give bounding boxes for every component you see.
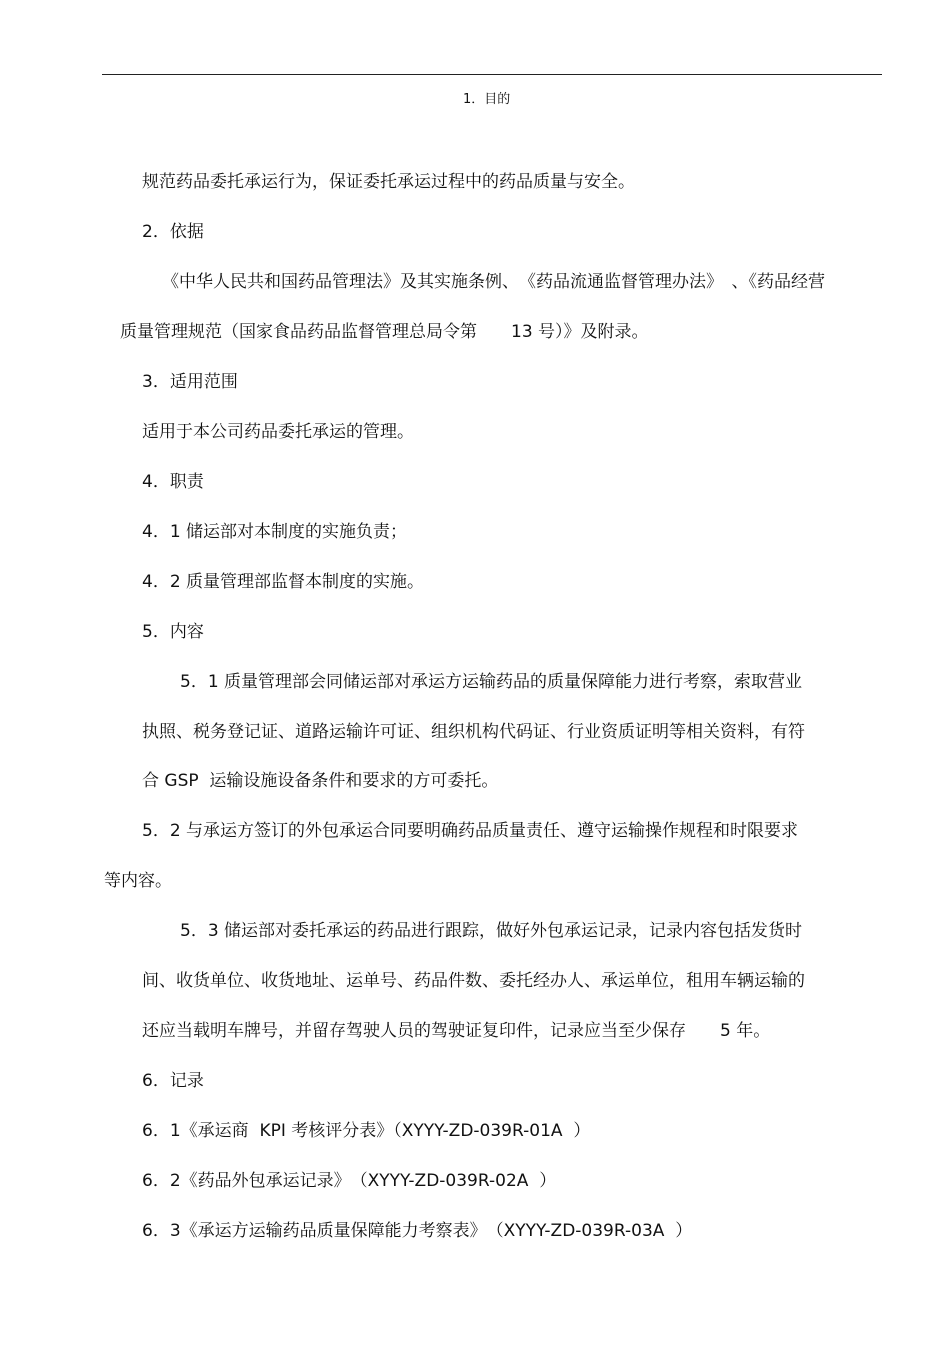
content-5-3-line-1: 5．3 储运部对委托承运的药品进行跟踪，做好外包承运记录，记录内容包括发货时 xyxy=(180,921,803,941)
basis-paragraph-line-1: 《中华人民共和国药品管理法》及其实施条例、 《药品流通监督管理办法》 、《药品经营 xyxy=(162,272,825,292)
record-item-6-1: 6．1《承运商 KPI 考核评分表》（XYYY-ZD-039R-01A ） xyxy=(142,1121,591,1141)
duty-item-4-2: 4．2 质量管理部监督本制度的实施。 xyxy=(142,572,425,592)
basis-paragraph-line-2: 质量管理规范（国家食品药品监督管理总局令第 13 号）》及附录。 xyxy=(120,322,649,342)
section-5-heading: 5．内容 xyxy=(142,622,204,642)
record-item-6-3: 6．3《承运方运输药品质量保障能力考察表》 （XYYY-ZD-039R-03A ） xyxy=(142,1221,693,1241)
section-2-heading: 2．依据 xyxy=(142,222,204,242)
content-5-3-line-3: 还应当载明车牌号，并留存驾驶人员的驾驶证复印件，记录应当至少保存 5 年。 xyxy=(142,1021,771,1041)
section-3-heading: 3．适用范围 xyxy=(142,372,238,392)
content-5-1-line-1: 5．1 质量管理部会同储运部对承运方运输药品的质量保障能力进行考察，索取营业 xyxy=(180,672,803,692)
content-5-2-line-1: 5．2 与承运方签订的外包承运合同要明确药品质量责任、遵守运输操作规程和时限要求 xyxy=(142,821,799,841)
scope-paragraph: 适用于本公司药品委托承运的管理。 xyxy=(142,422,414,442)
section-1-title: 1．目的 xyxy=(463,92,511,107)
section-6-heading: 6．记录 xyxy=(142,1071,204,1091)
content-5-1-line-2: 执照、税务登记证、道路运输许可证、组织机构代码证、行业资质证明等相关资料，有符 xyxy=(142,722,805,742)
content-5-3-line-2: 间、收货单位、收货地址、运单号、药品件数、委托经办人、承运单位，租用车辆运输的 xyxy=(142,971,805,991)
content-5-1-line-3: 合 GSP 运输设施设备条件和要求的方可委托。 xyxy=(142,771,499,791)
duty-item-4-1: 4．1 储运部对本制度的实施负责； xyxy=(142,522,408,542)
content-5-2-line-2: 等内容。 xyxy=(104,871,172,891)
section-4-heading: 4．职责 xyxy=(142,472,204,492)
header-rule xyxy=(102,74,882,75)
purpose-paragraph: 规范药品委托承运行为，保证委托承运过程中的药品质量与安全。 xyxy=(142,172,635,192)
record-item-6-2: 6．2《药品外包承运记录》 （XYYY-ZD-039R-02A ） xyxy=(142,1171,557,1191)
